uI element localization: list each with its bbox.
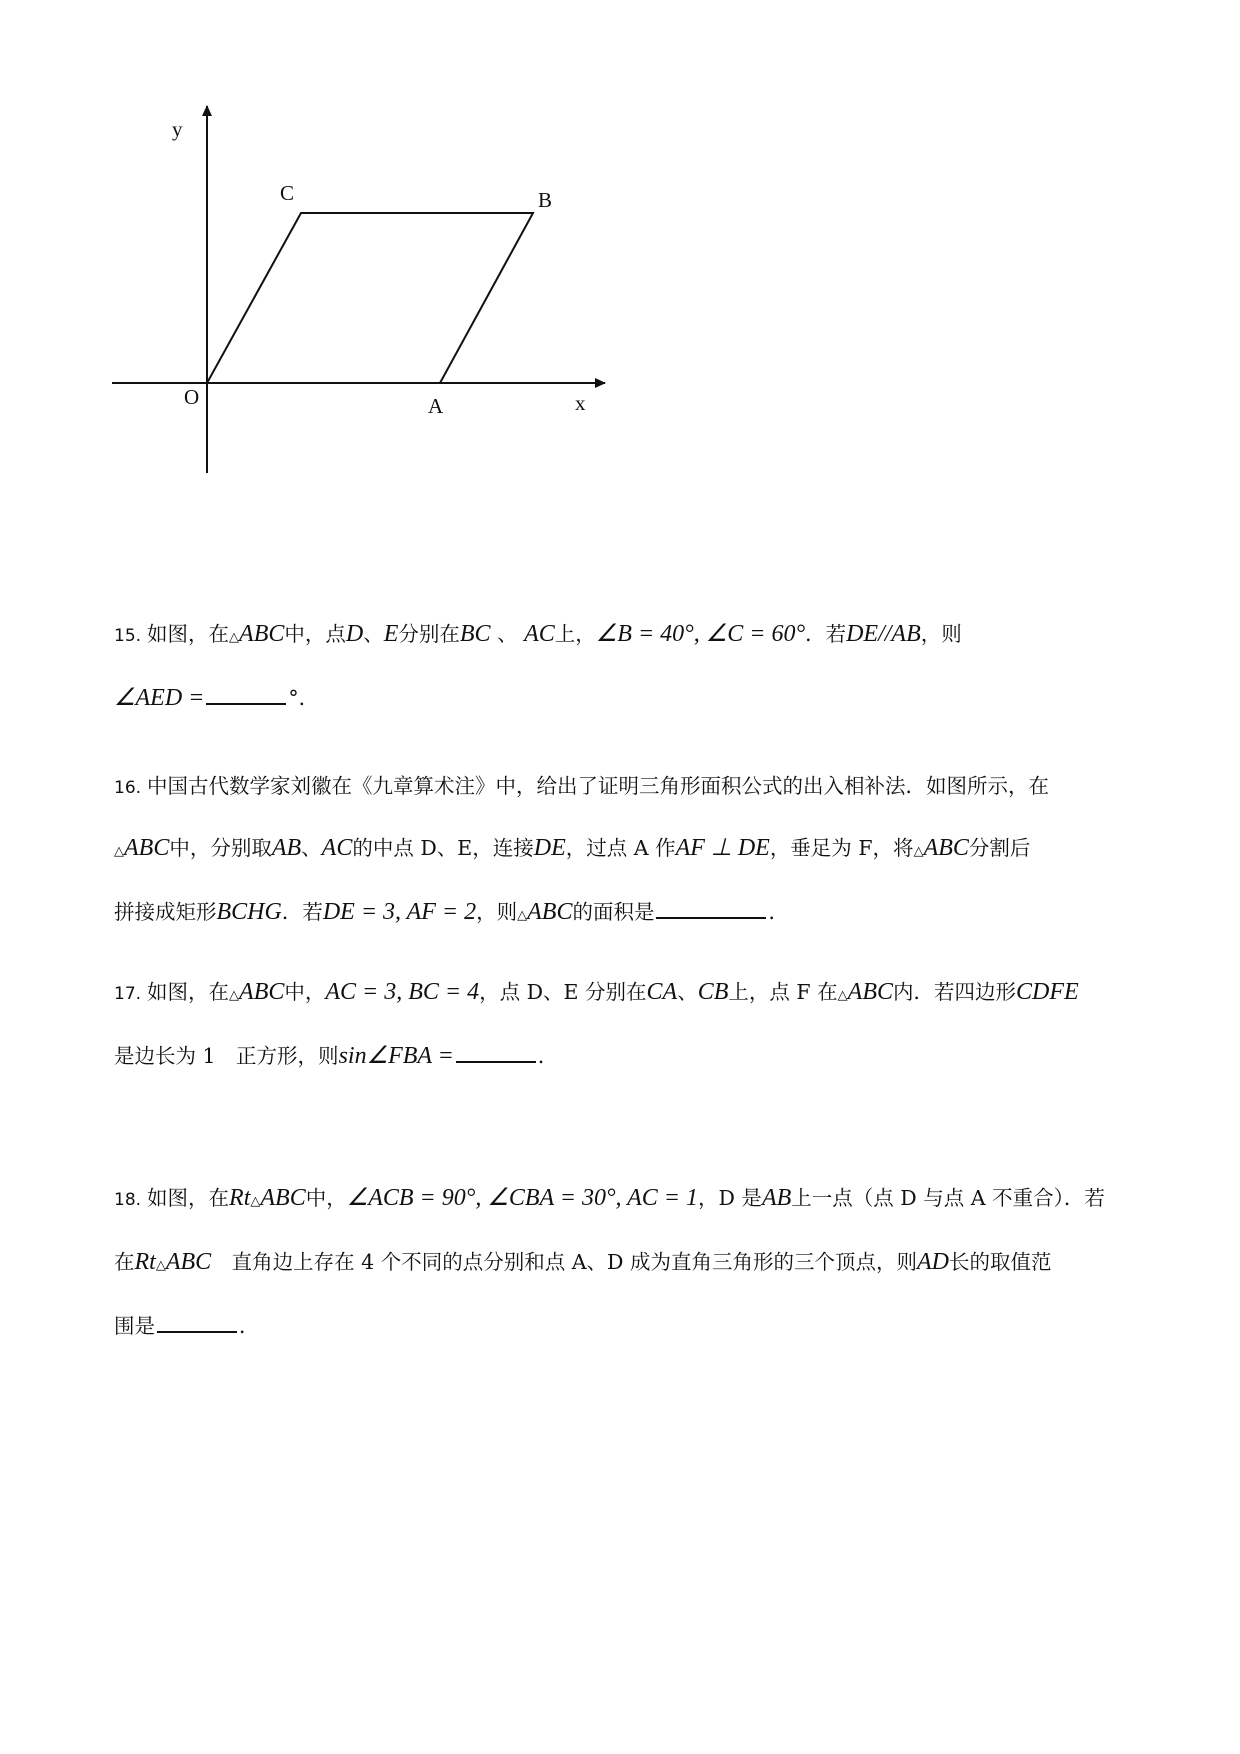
math: ABC (239, 621, 285, 647)
text: 上， (554, 622, 596, 646)
math: ∠AED = (114, 685, 205, 711)
triangle-symbol: △ (250, 1194, 261, 1209)
text: 分别在 (398, 622, 460, 646)
math: ABC (165, 1249, 212, 1275)
text: °． (288, 686, 320, 710)
text: 如图，在 (147, 1186, 230, 1210)
q16-line-3 (114, 882, 1134, 946)
text: 拼接成矩形 (114, 900, 217, 924)
math: ABC (847, 979, 893, 1005)
q18-line-3 (114, 1296, 1134, 1356)
text: 是边长为 1 正方形，则 (114, 1044, 339, 1068)
point-c-label: C (280, 181, 295, 205)
text: 分割后 (968, 836, 1031, 860)
math: D (345, 621, 364, 647)
text: 、 (677, 980, 698, 1004)
text: ，点 D、E 分别在 (479, 980, 647, 1004)
triangle-symbol: △ (913, 844, 924, 859)
math: BC (459, 621, 491, 647)
text: 中国古代数学家刘徽在《九章算术注》中，给出了证明三角形面积公式的出入相补法．如图所示，在 (147, 774, 1050, 798)
math: ABC (239, 979, 285, 1005)
text: 的中点 D、E，连接 (352, 836, 534, 860)
q18-line-1 (114, 1168, 1134, 1232)
parallelogram-figure (100, 90, 700, 540)
text: ，则 (920, 622, 962, 646)
triangle-symbol: △ (837, 988, 848, 1003)
question-number: 18. (114, 1190, 142, 1210)
x-axis-label: x (575, 391, 586, 415)
text: 直角边上存在 4 个不同的点分别和点 A、D 成为直角三角形的三个顶点，则 (211, 1250, 918, 1274)
q15-line-1 (114, 604, 1134, 668)
triangle-symbol: △ (229, 630, 240, 645)
math: ABC (124, 835, 170, 861)
triangle-symbol: △ (517, 908, 528, 923)
question-17 (114, 962, 1134, 1086)
math: AC = 3, BC = 4 (325, 979, 480, 1005)
math: CA (646, 979, 678, 1005)
text: 、 (363, 622, 384, 646)
q16-line-2 (114, 818, 1134, 882)
answer-blank[interactable] (206, 683, 286, 705)
text: ，则 (476, 900, 518, 924)
text: 如图，在 (147, 622, 230, 646)
math: Rt (229, 1185, 251, 1211)
text: 中，分别取 (169, 836, 272, 860)
question-15 (114, 604, 1134, 728)
math: ABC (260, 1185, 306, 1211)
triangle-symbol: △ (155, 1258, 166, 1273)
math: BCHG (216, 899, 282, 925)
coordinate-diagram (100, 90, 700, 540)
q17-line-2 (114, 1026, 1134, 1086)
q15-line-2 (114, 668, 1134, 728)
y-axis-label: y (172, 117, 183, 141)
answer-blank[interactable] (157, 1311, 237, 1333)
text: 围是 (114, 1314, 155, 1338)
text: ． (768, 900, 789, 924)
text: 、 (490, 622, 525, 646)
text: 中， (305, 1186, 347, 1210)
triangle-symbol: △ (114, 844, 124, 859)
text: ．若 (281, 900, 323, 924)
triangle-symbol: △ (229, 988, 240, 1003)
math: DE (533, 835, 566, 861)
origin-label: O (184, 385, 200, 409)
point-b-label: B (538, 188, 553, 212)
text: 、 (301, 836, 322, 860)
math: ∠B = 40°, ∠C = 60° (595, 621, 806, 647)
math: AF ⊥ DE (675, 835, 770, 861)
question-16 (114, 756, 1134, 946)
math: E (383, 621, 399, 647)
text: 长的取值范 (949, 1250, 1052, 1274)
text: 中， (284, 980, 326, 1004)
math: CDFE (1015, 979, 1079, 1005)
answer-blank[interactable] (656, 897, 766, 919)
question-number: 16. (114, 778, 142, 798)
q18-line-2 (114, 1232, 1134, 1296)
text: ． (239, 1314, 260, 1338)
text: 中，点 (284, 622, 346, 646)
math: CB (697, 979, 729, 1005)
math: AC (321, 835, 353, 861)
text: ，过点 A 作 (565, 836, 676, 860)
text: ，垂足为 F，将 (769, 836, 914, 860)
text: 上，点 F 在 (728, 980, 838, 1004)
point-a-label: A (428, 394, 444, 418)
text: 如图，在 (147, 980, 230, 1004)
text: ．若 (805, 622, 847, 646)
math: AB (271, 835, 302, 861)
question-number: 17. (114, 984, 142, 1004)
math: AD (917, 1249, 950, 1275)
text: 在 (114, 1250, 135, 1274)
math: ABC (527, 899, 573, 925)
question-18 (114, 1168, 1134, 1356)
math: AB (761, 1185, 792, 1211)
math: AC (524, 621, 555, 647)
q16-line-1 (114, 756, 1134, 818)
math: ∠ACB = 90°, ∠CBA = 30°, AC = 1 (346, 1185, 698, 1211)
text: 的面积是 (572, 900, 655, 924)
math: DE = 3, AF = 2 (322, 899, 477, 925)
math: ABC (923, 835, 969, 861)
math: DE//AB (846, 621, 921, 647)
answer-blank[interactable] (456, 1041, 536, 1063)
text: 上一点（点 D 与点 A 不重合）．若 (791, 1186, 1105, 1210)
q17-line-1 (114, 962, 1134, 1026)
math: Rt (134, 1249, 156, 1275)
text: ． (537, 1044, 559, 1068)
question-number: 15. (114, 626, 142, 646)
text: ，D 是 (697, 1186, 762, 1210)
math: sin∠FBA = (338, 1043, 454, 1069)
parallelogram-oabc (207, 213, 533, 383)
text: 内．若四边形 (892, 980, 1016, 1004)
